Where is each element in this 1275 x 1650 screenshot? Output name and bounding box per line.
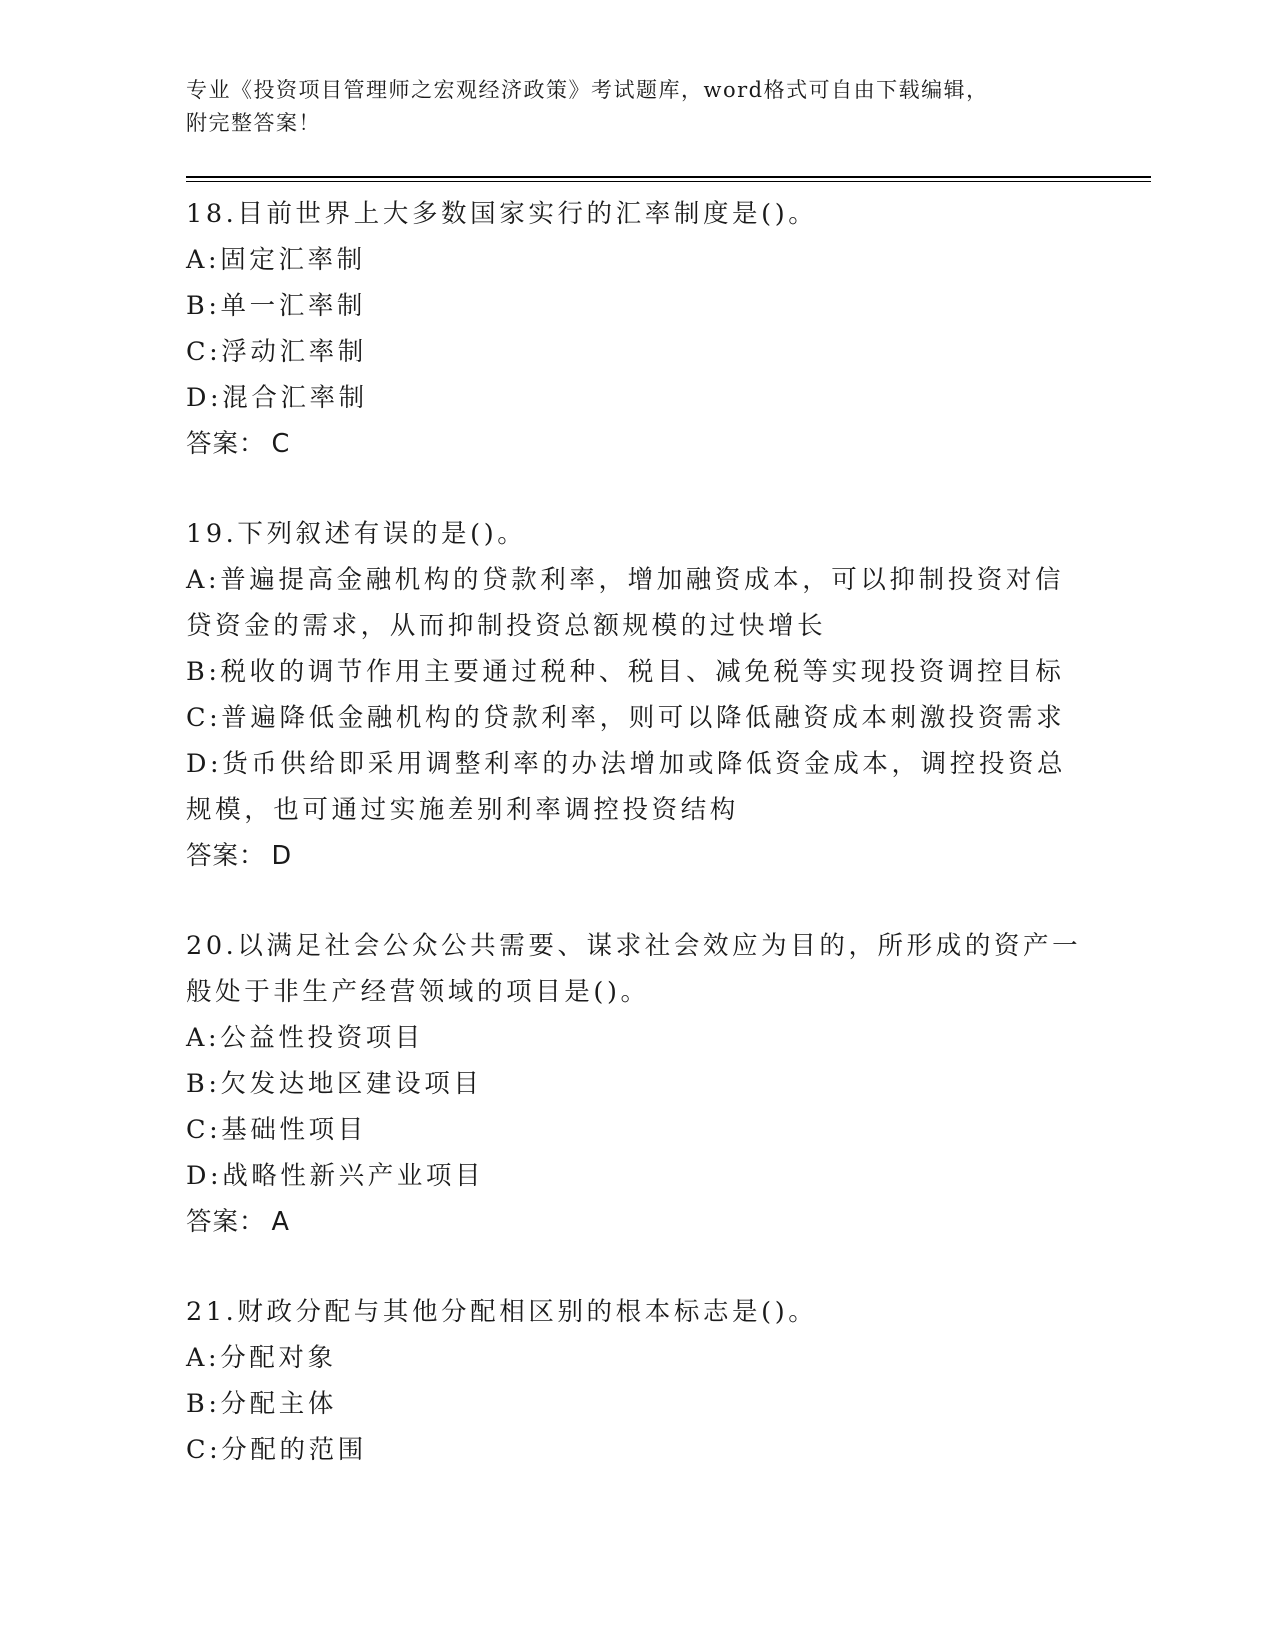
option-b: B:欠发达地区建设项目 (186, 1069, 483, 1099)
option-b: B:分配主体 (186, 1389, 337, 1419)
answer-label: 答案： (186, 1207, 266, 1237)
header-divider-thick (186, 176, 1151, 178)
option-b: B:单一汇率制 (186, 291, 367, 321)
option-a: A:分配对象 (186, 1343, 337, 1373)
question-item (186, 923, 1086, 1245)
question-item (186, 511, 1086, 879)
question-stem: 21.财政分配与其他分配相区别的根本标志是()。 (186, 1297, 818, 1327)
answer-line (186, 421, 1086, 467)
option-a: A:固定汇率制 (186, 245, 366, 275)
answer-value: A (271, 1207, 290, 1237)
option-b: B:税收的调节作用主要通过税种、税目、减免税等实现投资调控目标 (186, 657, 1065, 687)
answer-line (186, 1199, 1086, 1245)
option-c: C:基础性项目 (186, 1115, 367, 1145)
question-stem: 18.目前世界上大多数国家实行的汇率制度是()。 (186, 199, 818, 229)
option-a: A:公益性投资项目 (186, 1023, 424, 1053)
option-c: C:分配的范围 (186, 1435, 367, 1465)
answer-label: 答案： (186, 429, 266, 459)
answer-label: 答案： (186, 841, 266, 871)
question-stem: 19.下列叙述有误的是()。 (186, 519, 527, 549)
question-stem: 20.以满足社会公众公共需要、谋求社会效应为目的，所形成的资产一般处于非生产经营领域的项目是()。 (186, 931, 1082, 1007)
option-a: A:普遍提高金融机构的贷款利率，增加融资成本，可以抑制投资对信贷资金的需求，从而抑制投资总额规模的过快增长 (186, 565, 1065, 641)
question-item (186, 191, 1086, 467)
answer-value: C (271, 429, 291, 459)
option-c: C:浮动汇率制 (186, 337, 367, 367)
option-d: D:战略性新兴产业项目 (186, 1161, 485, 1191)
question-item (186, 1289, 1086, 1473)
answer-value: D (271, 841, 293, 871)
option-d: D:货币供给即采用调整利率的办法增加或降低资金成本，调控投资总规模，也可通过实施差别利率调控投资结构 (186, 749, 1067, 825)
question-list (186, 191, 1086, 1473)
option-d: D:混合汇率制 (186, 383, 368, 413)
document-header: 专业《投资项目管理师之宏观经济政策》考试题库，word格式可自由下载编辑， 附完整答案！ (186, 78, 989, 135)
header-divider-thin (186, 181, 1151, 182)
answer-line (186, 833, 1086, 879)
option-c: C:普遍降低金融机构的贷款利率，则可以降低融资成本刺激投资需求 (186, 703, 1066, 733)
